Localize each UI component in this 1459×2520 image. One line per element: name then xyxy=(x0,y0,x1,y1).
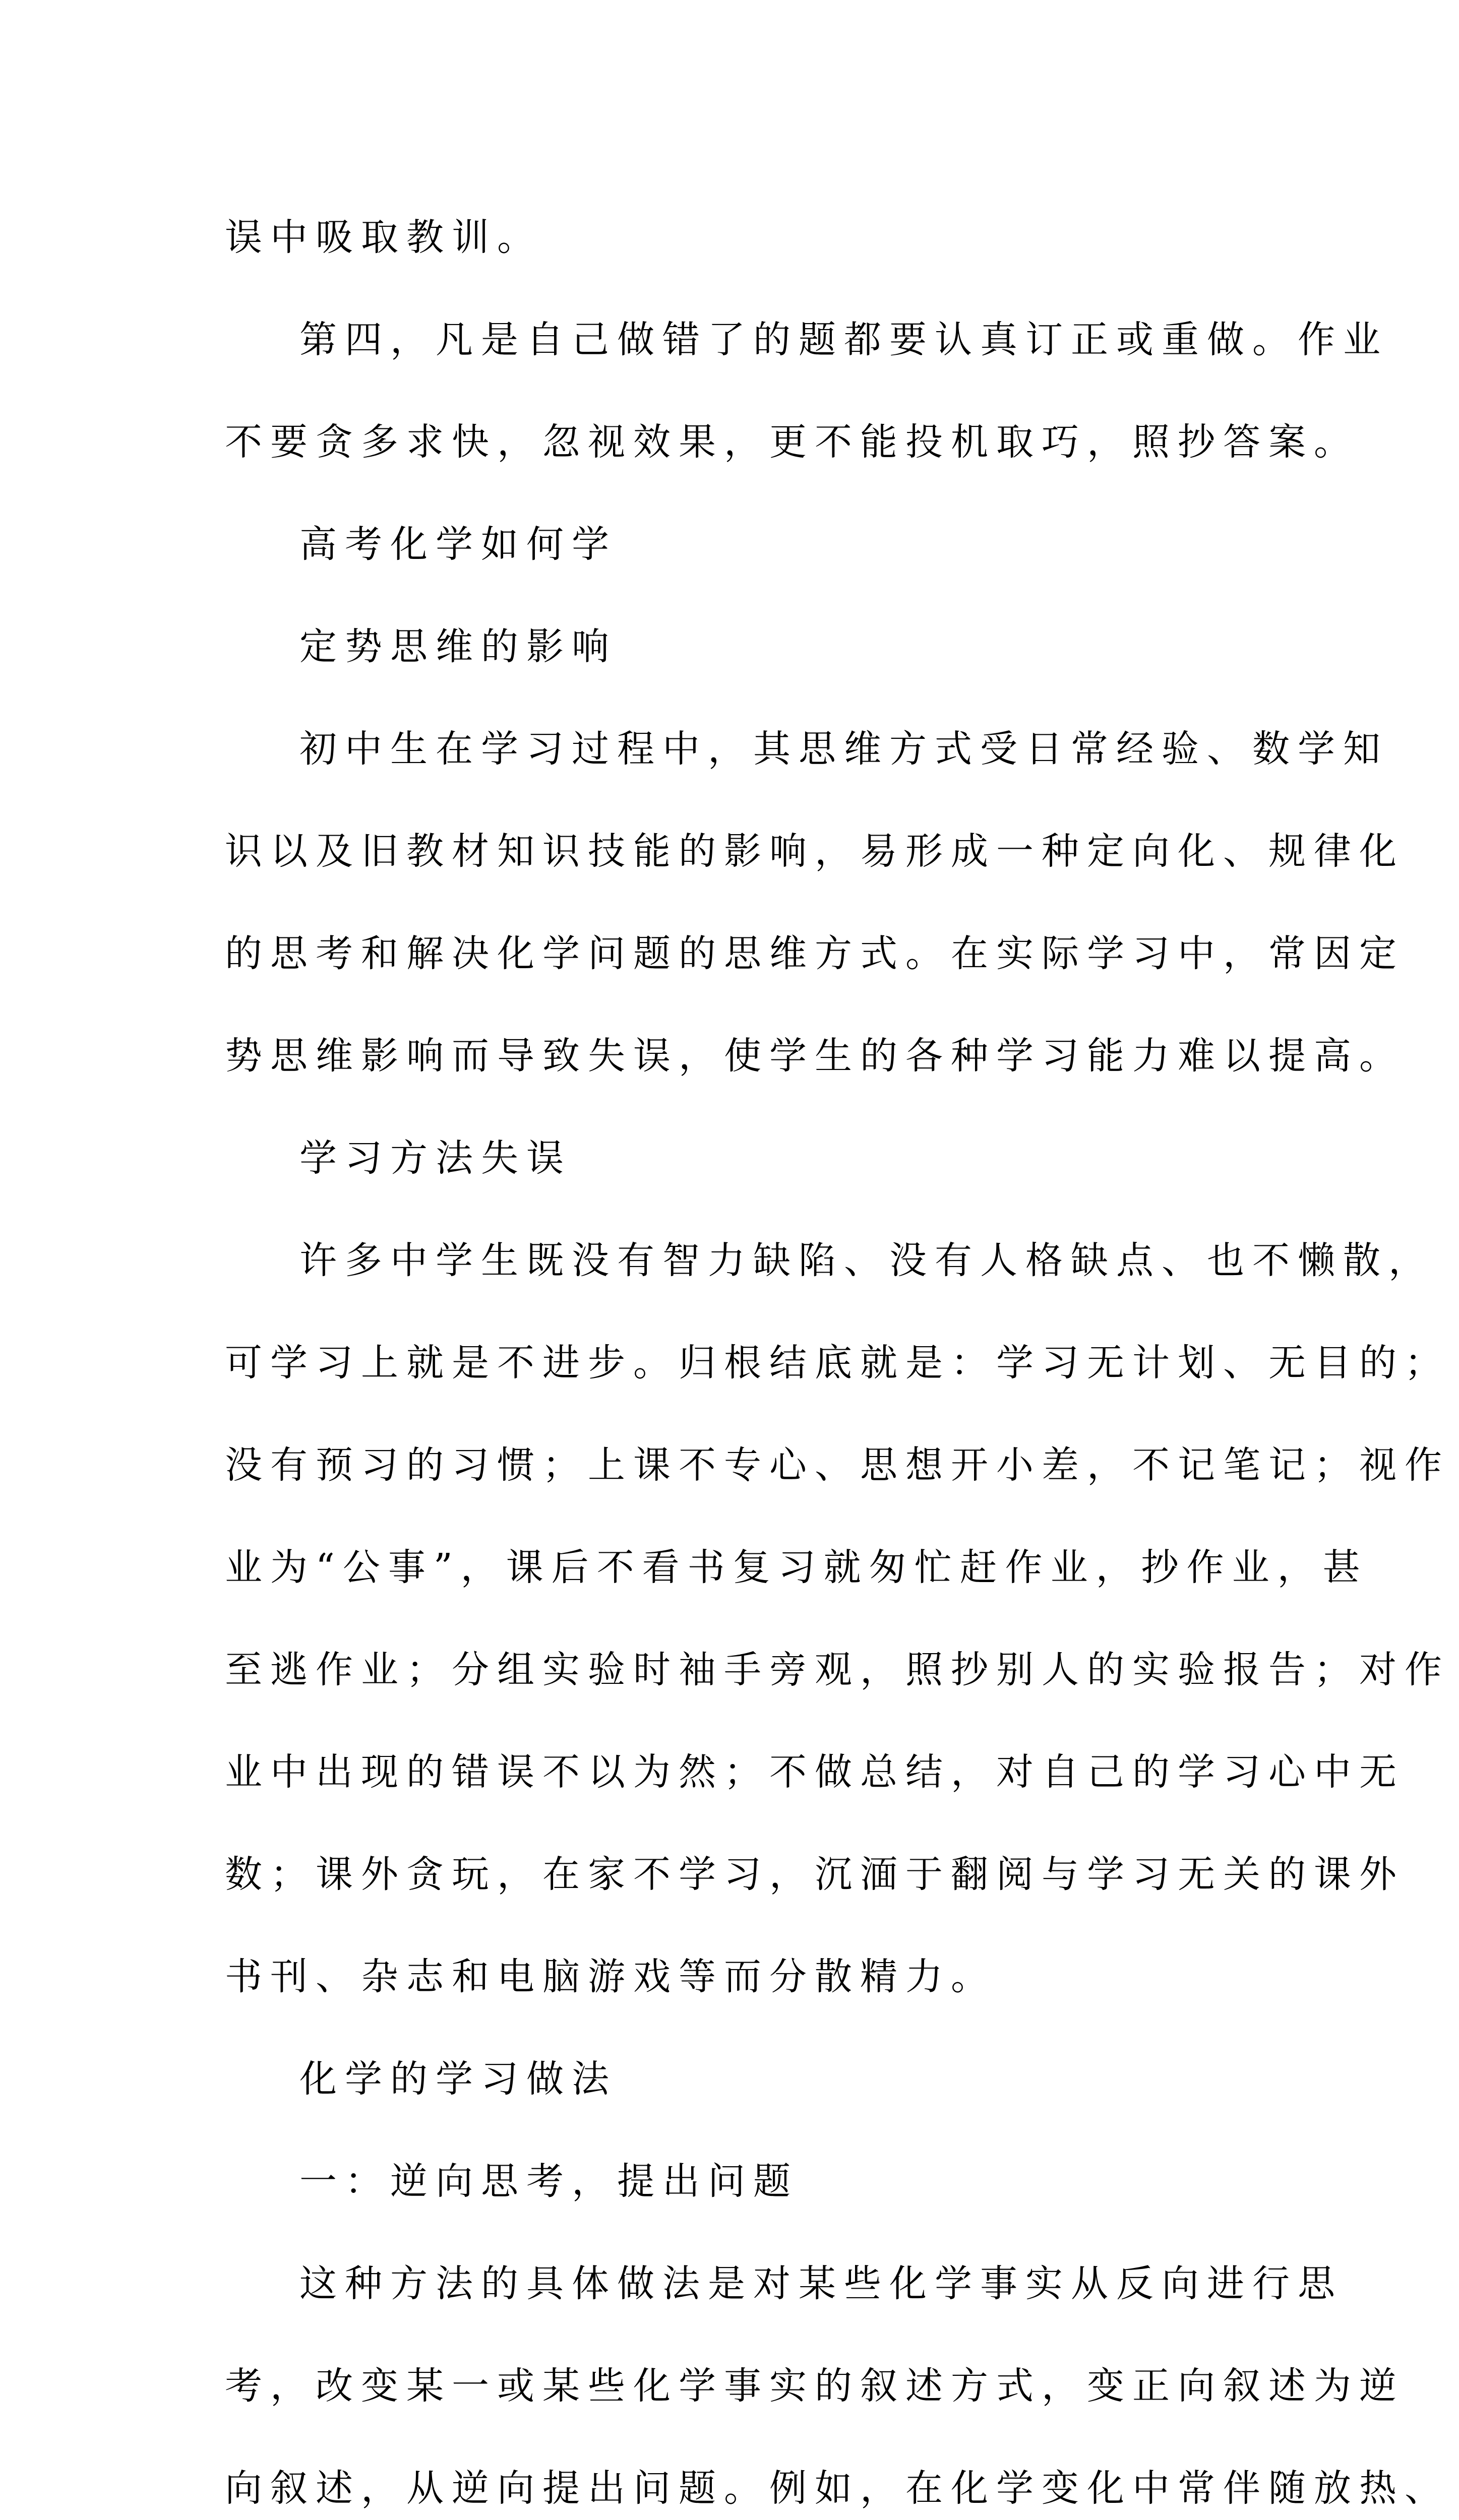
body-text xyxy=(225,186,1450,2520)
text-line: 数；课外贪玩，在家不学习，沉湎于翻阅与学习无关的课外 xyxy=(225,1853,1405,1896)
text-line: 这种方法的具体做法是对某些化学事实从反向进行思 xyxy=(299,2262,1343,2305)
text-line: 势思维影响而导致失误，使学生的各种学习能力难以提高。 xyxy=(225,1034,1405,1078)
section-heading: 学习方法失误 xyxy=(299,1137,572,1180)
text-line: 书刊、杂志和电脑游戏等而分散精力。 xyxy=(225,1955,996,1998)
text-line: 可学习上就是不进步。归根结底就是：学习无计划、无目的； xyxy=(225,1341,1450,1384)
text-line: 考，改变某一或某些化学事实的叙述方式，变正向叙述为逆 xyxy=(225,2364,1405,2408)
text-line: 业为“公事”，课后不看书复习就匆忙赶作业，抄作业，甚 xyxy=(225,1546,1368,1589)
text-line: 识以及旧教材知识技能的影响，易形成一种定向化、规律化 xyxy=(225,830,1405,873)
text-line: 没有预习的习惯；上课不专心、思想开小差，不记笔记；视作 xyxy=(225,1443,1450,1487)
text-line: 业中出现的错误不以为然；不做总结，对自己的学习心中无 xyxy=(225,1750,1405,1794)
section-heading: 一：逆向思考，提出问题 xyxy=(299,2160,799,2203)
text-line: 的思考和解决化学问题的思维方式。在实际学习中，常因定 xyxy=(225,932,1405,975)
text-line: 至逃作业；分组实验时袖手旁观，照抄别人的实验报告；对作 xyxy=(225,1648,1450,1691)
text-line: 第四，凡是自己做错了的题都要认真订正或重做。作业 xyxy=(299,318,1388,361)
text-line: 初中生在学习过程中，其思维方式受日常经验、数学知 xyxy=(299,727,1388,771)
text-line: 误中吸取教训。 xyxy=(225,216,542,259)
text-line: 许多中学生既没有智力缺陷、没有人格缺点、也不懒散， xyxy=(299,1239,1434,1282)
section-heading: 定势思维的影响 xyxy=(299,625,617,668)
section-heading: 化学的学习做法 xyxy=(299,2057,617,2101)
text-line: 向叙述，从逆向提出问题。例如，在化学变化中常伴随放热、 xyxy=(225,2467,1450,2510)
text-line: 不要贪多求快，忽视效果，更不能投机取巧，照抄答案。 xyxy=(225,420,1359,464)
section-heading: 高考化学如何学 xyxy=(299,523,617,566)
